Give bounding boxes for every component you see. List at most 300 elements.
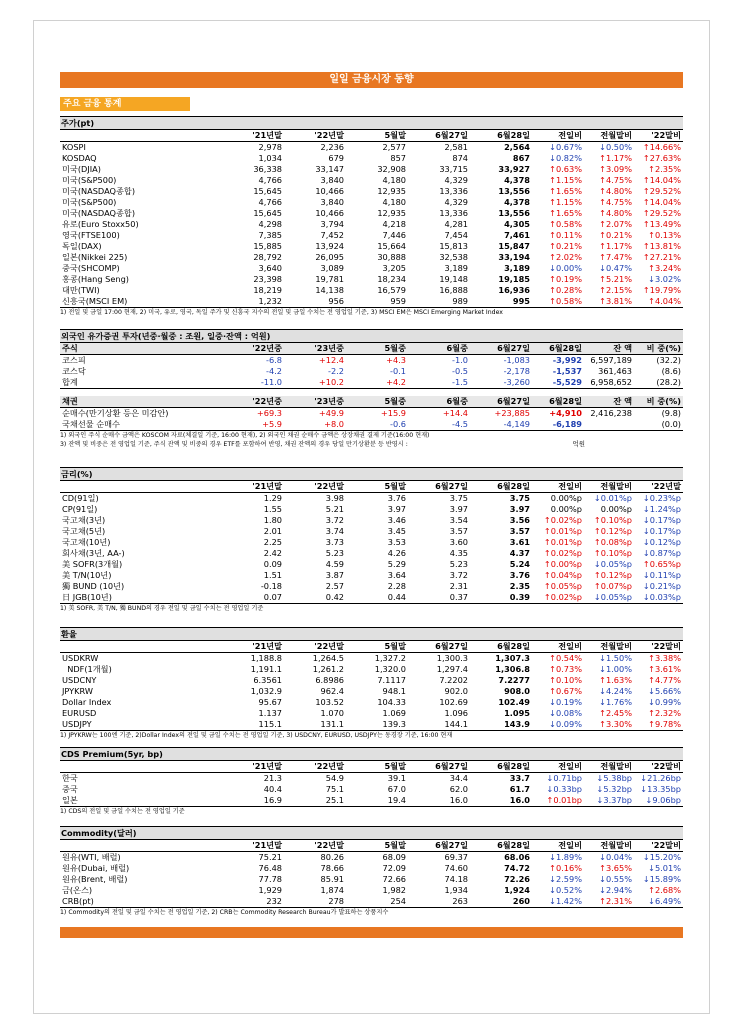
fx-cell: 1,032.9 <box>250 686 282 696</box>
rates-cell: 3.76 <box>387 493 406 503</box>
foreign-note-2-unit: 억원 <box>572 440 585 448</box>
stocks-cell: ↑0.21% <box>549 241 582 251</box>
rates-cell: 3.87 <box>325 570 344 580</box>
stocks-cell: 2,978 <box>258 142 282 152</box>
stocks-cell: 미국(S&P500) <box>62 197 117 207</box>
foreign-col-header: '23년중 <box>284 396 346 408</box>
stocks-cell: 7,461 <box>504 230 530 240</box>
stocks-row <box>60 142 683 154</box>
fx-cell: 1,320.0 <box>374 664 406 674</box>
stocks-cell: 14,138 <box>315 285 344 295</box>
fx-cell: ↑0.67% <box>549 686 582 696</box>
foreign-cell: -3,992 <box>552 355 582 365</box>
rates-cell: 3.75 <box>449 493 468 503</box>
foreign-note-2-row <box>60 440 683 449</box>
cds-cell: 16.0 <box>408 795 470 807</box>
rates-row <box>60 581 683 592</box>
stocks-note: 1) 전일 및 금일 17:00 현재, 2) 미국, 유로, 영국, 독일 주가 및 신흥국 지수의 전일 및 금일 수치는 전 영업일 기준, 3) MSCI EM은 MSCI Emerging Market Index <box>60 309 503 316</box>
foreign-col-header: 비 중(%) <box>634 343 683 355</box>
fx-cell: ↑2.32% <box>648 708 681 718</box>
foreign-cell: +49.9 <box>318 408 344 418</box>
commodity-row <box>60 863 683 874</box>
stocks-cell: ↑4.75% <box>599 197 632 207</box>
stocks-cell: 32,908 <box>377 164 406 174</box>
foreign-note-1: 1) 외국인 주식 순매수 금액은 KOSCOM 자료(체결일 기준, 16:00 현재), 2) 외국인 채권 순매수 금액은 상장채권 결제 기준(16:00 현재) <box>60 432 430 439</box>
rates-cell: ↓0.05%p <box>584 592 634 604</box>
fx-note: 1) JPYKRW는 100엔 기준, 2)Dollar Index의 전일 및 금일 수치는 전 영업일 기준, 3) USDCNY, EURUSD, USDJPY는 동경장 기준, 16:00 현재 <box>60 732 453 739</box>
foreign-cell: 순매수(만기상환 등은 미감안) <box>62 408 169 418</box>
rates-row <box>60 515 683 526</box>
rates-cell: ↑0.02%p <box>543 515 582 525</box>
commodity-cell: 1,929 <box>258 885 282 895</box>
foreign-cell: -4.2 <box>266 366 282 376</box>
foreign-cell: 2,416,238 <box>590 408 632 418</box>
rates-cell: 3.72 <box>449 570 468 580</box>
foreign-cell: -11.0 <box>220 377 284 389</box>
stocks-cell: 19,781 <box>315 274 344 284</box>
fx-section <box>60 627 683 740</box>
stocks-cell: 3,205 <box>382 263 406 273</box>
fx-cell: 1,191.1 <box>250 664 282 674</box>
cds-cell: ↓3.37bp <box>584 795 634 807</box>
stocks-cell: 18,219 <box>253 285 282 295</box>
fx-cell: ↓0.09% <box>532 719 584 731</box>
stocks-col-header: '22말비 <box>634 130 683 142</box>
rates-cell: ↓0.03%p <box>634 592 683 604</box>
stocks-cell: KOSDAQ <box>62 153 97 163</box>
cds-col-header: 6월28일 <box>470 761 532 773</box>
stocks-cell: 12,935 <box>377 208 406 218</box>
foreign-col-header: 6월중 <box>408 396 470 408</box>
commodity-col-header: 6월28일 <box>470 840 532 852</box>
stocks-cell: 7,385 <box>258 230 282 240</box>
foreign-cell: -4.5 <box>408 419 470 431</box>
cds-cell: 중국 <box>62 784 78 794</box>
rates-row <box>60 570 683 581</box>
rates-cell: 0.09 <box>263 559 282 569</box>
foreign-cell: 합계 <box>60 377 220 389</box>
rates-cell: 회사채(3년, AA-) <box>62 548 125 558</box>
rates-cell: 3.64 <box>387 570 406 580</box>
stocks-row <box>60 219 683 230</box>
rates-header: 금리(%) <box>60 467 683 481</box>
stocks-cell: ↑27.63% <box>642 153 681 163</box>
rates-cell: 3.97 <box>387 504 406 514</box>
foreign-col-header: 잔 액 <box>584 343 634 355</box>
commodity-cell: ↓15.89% <box>642 874 681 884</box>
cds-col-header: 전일비 <box>532 761 584 773</box>
stocks-row <box>60 164 683 175</box>
rates-row <box>60 592 683 604</box>
fx-cell: 1,297.4 <box>436 664 468 674</box>
stocks-cell: 3,840 <box>320 197 344 207</box>
rates-cell: ↑0.07%p <box>593 581 632 591</box>
rates-cell: ↓0.17%p <box>642 515 681 525</box>
rates-cell: ↑0.02%p <box>543 548 582 558</box>
stocks-cell: 15,664 <box>377 241 406 251</box>
commodity-cell: 263 <box>408 896 470 908</box>
rates-cell: 5.23 <box>449 559 468 569</box>
rates-cell: ↓0.01%p <box>593 493 632 503</box>
stocks-cell: ↑2.02% <box>549 252 582 262</box>
cds-cell: 21.3 <box>263 773 282 783</box>
foreign-cell: (0.0) <box>634 419 683 431</box>
stocks-cell: ↑4.80% <box>599 186 632 196</box>
stocks-cell: 16,888 <box>439 285 468 295</box>
rates-col-header-label <box>60 481 220 493</box>
stocks-cell: ↑0.13% <box>648 230 681 240</box>
fx-col-header: 6월28일 <box>470 641 532 653</box>
foreign-col-header: 5월중 <box>346 343 408 355</box>
cds-cell: 40.4 <box>263 784 282 794</box>
fx-cell: ↓0.08% <box>549 708 582 718</box>
stocks-cell: 33,927 <box>498 164 530 174</box>
foreign-stock-table <box>60 343 683 389</box>
fx-cell: 139.3 <box>346 719 408 731</box>
foreign-cell: +4.3 <box>386 355 406 365</box>
rates-cell: ↑0.02%p <box>532 592 584 604</box>
rates-cell: 3.74 <box>325 526 344 536</box>
stocks-cell: 미국(NASDAQ종합) <box>62 208 136 218</box>
rates-cell: 3.46 <box>387 515 406 525</box>
rates-section <box>60 467 683 613</box>
foreign-cell: 국채선물 순매수 <box>60 419 220 431</box>
fx-cell: ↑0.54% <box>549 653 582 663</box>
foreign-note-2: 3) 잔액 및 비중은 전 영업일 기준, 주식 잔액 및 비중의 경우 ETF를 포함하여 반영, 채권 잔액의 경우 당일 만기상환분 등 반영시 : <box>60 441 408 448</box>
rates-cell: 3.98 <box>325 493 344 503</box>
rates-col-header: '22년말 <box>634 481 683 493</box>
rates-cell: 0.44 <box>346 592 408 604</box>
fx-col-header-label <box>60 641 220 653</box>
commodity-cell: 232 <box>220 896 284 908</box>
fx-cell: 102.69 <box>439 697 468 707</box>
fx-cell: 102.49 <box>498 697 530 707</box>
rates-cell: ↑0.08%p <box>593 537 632 547</box>
rates-cell: 3.54 <box>449 515 468 525</box>
stocks-cell: ↑3.09% <box>599 164 632 174</box>
rates-cell: ↑0.01%p <box>543 526 582 536</box>
foreign-cell: (8.6) <box>661 366 681 376</box>
stocks-cell: 15,847 <box>498 241 530 251</box>
stocks-cell: 10,466 <box>315 208 344 218</box>
fx-cell: EURUSD <box>62 708 97 718</box>
cds-cell: 16.9 <box>220 795 284 807</box>
stocks-cell: ↑4.04% <box>634 296 683 308</box>
stocks-cell: 679 <box>328 153 344 163</box>
foreign-row <box>60 355 683 367</box>
fx-cell: ↑4.77% <box>648 675 681 685</box>
foreign-cell: +10.2 <box>284 377 346 389</box>
rates-cell: CD(91일) <box>62 493 99 503</box>
foreign-cell: -6.8 <box>266 355 282 365</box>
stocks-cell: 4,378 <box>504 175 530 185</box>
fx-cell: 7.2277 <box>498 675 530 685</box>
commodity-header: Commodity(달러) <box>60 826 683 840</box>
commodity-col-header-label <box>60 840 220 852</box>
fx-cell: 908.0 <box>504 686 530 696</box>
stocks-cell: 15,645 <box>253 208 282 218</box>
commodity-cell: 1,934 <box>444 885 468 895</box>
page-title: 일일 금융시장 동향 <box>60 72 683 88</box>
stocks-cell: 4,766 <box>258 197 282 207</box>
rates-row <box>60 548 683 559</box>
cds-cell: 62.0 <box>449 784 468 794</box>
stocks-cell: 19,148 <box>439 274 468 284</box>
fx-cell: ↓5.66% <box>648 686 681 696</box>
foreign-header: 외국인 유가증권 투자(년중·월중 : 조원, 일중·잔액 : 억원) <box>60 329 683 343</box>
stocks-cell: 4,281 <box>444 219 468 229</box>
rates-cell: 3.53 <box>387 537 406 547</box>
foreign-col-header: 6월28일 <box>532 343 584 355</box>
foreign-cell: +12.4 <box>318 355 344 365</box>
stocks-cell: ↑1.15% <box>549 197 582 207</box>
stocks-cell: KOSPI <box>62 142 86 152</box>
stocks-cell: 독일(DAX) <box>62 241 102 251</box>
rates-cell: 1.55 <box>263 504 282 514</box>
fx-cell: 1,261.2 <box>312 664 344 674</box>
stocks-cell: 7,452 <box>320 230 344 240</box>
commodity-col-header: '21년말 <box>220 840 284 852</box>
stocks-cell: 4,329 <box>444 197 468 207</box>
commodity-cell: 254 <box>346 896 408 908</box>
foreign-cell: 6,958,652 <box>584 377 634 389</box>
foreign-cell: +8.0 <box>284 419 346 431</box>
stocks-cell: 4,766 <box>258 175 282 185</box>
rates-cell: ↑0.10%p <box>593 515 632 525</box>
foreign-section <box>60 329 683 449</box>
cds-cell: 61.7 <box>509 784 530 794</box>
cds-note: 1) CDS의 전일 및 금일 수치는 전 영업일 기준 <box>60 808 185 815</box>
foreign-cell: (9.8) <box>661 408 681 418</box>
cds-table <box>60 761 683 807</box>
rates-cell: 5.21 <box>325 504 344 514</box>
fx-cell: 1.137 <box>258 708 282 718</box>
stocks-cell: ↓3.02% <box>648 274 681 284</box>
fx-cell: ↑0.73% <box>549 664 582 674</box>
fx-row <box>60 664 683 675</box>
foreign-bond-table <box>60 396 683 431</box>
foreign-cell: +69.3 <box>256 408 282 418</box>
stocks-cell: 4,298 <box>258 219 282 229</box>
stocks-cell: ↑1.17% <box>599 241 632 251</box>
commodity-cell: 1,924 <box>504 885 530 895</box>
stocks-col-header: 전일비 <box>532 130 584 142</box>
commodity-cell: 278 <box>284 896 346 908</box>
stocks-cell: 867 <box>512 153 530 163</box>
commodity-cell: 72.26 <box>504 874 530 884</box>
stocks-col-header: '22년말 <box>284 130 346 142</box>
cds-row <box>60 795 683 807</box>
fx-cell: ↑1.63% <box>599 675 632 685</box>
stocks-cell: ↑0.58% <box>549 219 582 229</box>
rates-cell: 0.39 <box>470 592 532 604</box>
rates-cell: 3.97 <box>509 504 530 514</box>
stocks-cell: 30,888 <box>377 252 406 262</box>
stocks-cell: 2,236 <box>320 142 344 152</box>
rates-cell: -0.18 <box>260 581 282 591</box>
stocks-cell: 33,715 <box>439 164 468 174</box>
rates-cell: 美 SOFR(3개월) <box>62 559 123 569</box>
cds-cell: 54.9 <box>325 773 344 783</box>
stocks-cell: ↑13.49% <box>642 219 681 229</box>
rates-table <box>60 481 683 604</box>
cds-cell: ↓21.26bp <box>640 773 681 783</box>
stocks-col-header: 6월27일 <box>408 130 470 142</box>
rates-cell: 獨 BUND (10년) <box>62 581 125 591</box>
rates-cell: ↑0.12%p <box>593 526 632 536</box>
stocks-row <box>60 285 683 296</box>
fx-cell: 1,327.2 <box>374 653 406 663</box>
rates-col-header: '21년말 <box>220 481 284 493</box>
stocks-cell: 신흥국(MSCI EM) <box>60 296 220 308</box>
stocks-cell: ↑4.75% <box>599 175 632 185</box>
commodity-cell: 원유(Brent, 배럴) <box>62 874 128 884</box>
stocks-cell: 4,218 <box>382 219 406 229</box>
cds-col-header: '22말비 <box>634 761 683 773</box>
foreign-col-header: 잔 액 <box>584 396 634 408</box>
foreign-cell: -0.1 <box>390 366 406 376</box>
commodity-cell: ↓1.42% <box>532 896 584 908</box>
rates-cell: ↑0.65%p <box>642 559 681 569</box>
stocks-cell: 3,840 <box>320 175 344 185</box>
stocks-cell: 7,454 <box>444 230 468 240</box>
stocks-row <box>60 208 683 219</box>
commodity-cell: 74.72 <box>504 863 530 873</box>
rates-cell: ↑0.05%p <box>543 581 582 591</box>
fx-col-header: 5월말 <box>346 641 408 653</box>
cds-col-header: '22년말 <box>284 761 346 773</box>
stocks-cell: 홍콩(Hang Seng) <box>62 274 129 284</box>
fx-cell: 948.1 <box>382 686 406 696</box>
stocks-cell: ↑27.21% <box>642 252 681 262</box>
foreign-col-header: 6월중 <box>408 343 470 355</box>
stocks-col-header-label <box>60 130 220 142</box>
stocks-cell: 32,538 <box>439 252 468 262</box>
stocks-row <box>60 197 683 208</box>
rates-cell: 3.75 <box>509 493 530 503</box>
fx-table <box>60 641 683 731</box>
stocks-cell: ↓0.82% <box>549 153 582 163</box>
cds-row <box>60 784 683 795</box>
fx-cell: 7.1117 <box>377 675 406 685</box>
stocks-cell: ↑14.04% <box>642 175 681 185</box>
commodity-cell: 1,874 <box>320 885 344 895</box>
commodity-cell: 76.48 <box>258 863 282 873</box>
stocks-cell: 3,794 <box>320 219 344 229</box>
stocks-cell: 4,180 <box>382 197 406 207</box>
stocks-cell: 874 <box>452 153 468 163</box>
fx-cell: 902.0 <box>444 686 468 696</box>
fx-cell: ↑9.78% <box>634 719 683 731</box>
fx-cell: ↓4.24% <box>599 686 632 696</box>
cds-col-header-label <box>60 761 220 773</box>
rates-cell: ↓0.05%p <box>593 559 632 569</box>
rates-cell: 5.23 <box>325 548 344 558</box>
stocks-cell: 857 <box>390 153 406 163</box>
stocks-cell: ↓0.67% <box>549 142 582 152</box>
rates-cell: 日 JGB(10년) <box>60 592 220 604</box>
fx-cell: 1,306.8 <box>495 664 530 674</box>
stocks-cell: ↑0.28% <box>549 285 582 295</box>
rates-cell: 2.01 <box>263 526 282 536</box>
rates-cell: 3.76 <box>509 570 530 580</box>
stocks-cell: 4,180 <box>382 175 406 185</box>
rates-cell: ↓1.24%p <box>642 504 681 514</box>
rates-row <box>60 537 683 548</box>
commodity-cell: 260 <box>470 896 532 908</box>
foreign-row <box>60 366 683 377</box>
commodity-row <box>60 885 683 896</box>
stocks-cell: 15,645 <box>253 186 282 196</box>
rates-cell: ↑0.12%p <box>593 570 632 580</box>
commodity-cell: 85.91 <box>320 874 344 884</box>
foreign-cell: -2.2 <box>328 366 344 376</box>
cds-col-header: 5월말 <box>346 761 408 773</box>
fx-cell: 1,307.3 <box>495 653 530 663</box>
stocks-cell: ↑2.35% <box>648 164 681 174</box>
foreign-cell: 코스닥 <box>62 366 86 376</box>
rates-row <box>60 559 683 570</box>
rates-cell: 3.57 <box>449 526 468 536</box>
commodity-cell: ↓0.04% <box>599 852 632 862</box>
fx-cell: 131.1 <box>284 719 346 731</box>
stocks-cell: 7,446 <box>382 230 406 240</box>
foreign-cell: -0.5 <box>452 366 468 376</box>
stocks-cell: 956 <box>284 296 346 308</box>
stocks-cell: 2,577 <box>382 142 406 152</box>
stocks-cell: ↓0.00% <box>549 263 582 273</box>
rates-cell: ↓0.12%p <box>642 537 681 547</box>
cds-cell: 33.7 <box>509 773 530 783</box>
rates-col-header: 6월27일 <box>408 481 470 493</box>
fx-row <box>60 719 683 731</box>
commodity-cell: ↓5.01% <box>648 863 681 873</box>
stocks-cell: 26,095 <box>315 252 344 262</box>
stocks-cell: 23,398 <box>253 274 282 284</box>
commodity-cell: ↓15.20% <box>642 852 681 862</box>
cds-cell: ↓5.32bp <box>596 784 632 794</box>
fx-cell: 1.095 <box>504 708 530 718</box>
stocks-cell: ↑14.04% <box>642 197 681 207</box>
foreign-cell: +15.9 <box>380 408 406 418</box>
stocks-header: 주가(pt) <box>60 116 683 130</box>
foreign-cell <box>584 419 634 431</box>
fx-cell: ↑2.45% <box>599 708 632 718</box>
rates-cell: ↑0.01%p <box>543 537 582 547</box>
rates-cell: 3.60 <box>449 537 468 547</box>
foreign-cell: -4,149 <box>470 419 532 431</box>
fx-cell: 1,188.8 <box>250 653 282 663</box>
cds-cell: ↓9.06bp <box>634 795 683 807</box>
rates-cell: 3.56 <box>509 515 530 525</box>
rates-cell: CP(91일) <box>62 504 98 514</box>
rates-cell: 3.45 <box>387 526 406 536</box>
fx-col-header: 전월말비 <box>584 641 634 653</box>
commodity-col-header: 5월말 <box>346 840 408 852</box>
commodity-cell: 원유(Dubai, 배럴) <box>62 863 130 873</box>
stocks-cell: ↑3.24% <box>648 263 681 273</box>
rates-col-header: 6월28일 <box>470 481 532 493</box>
stocks-cell: ↑1.65% <box>549 208 582 218</box>
fx-cell: 115.1 <box>220 719 284 731</box>
foreign-cell: -6,189 <box>532 419 584 431</box>
stocks-cell: 4,378 <box>504 197 530 207</box>
rates-note: 1) 美 SOFR, 美 T/N, 獨 BUND의 경우 전일 및 금일 수치는 전 영업일 기준 <box>60 605 264 612</box>
rates-cell: ↓0.23%p <box>642 493 681 503</box>
fx-col-header: 6월27일 <box>408 641 470 653</box>
fx-col-header: '22말비 <box>634 641 683 653</box>
commodity-row <box>60 874 683 885</box>
